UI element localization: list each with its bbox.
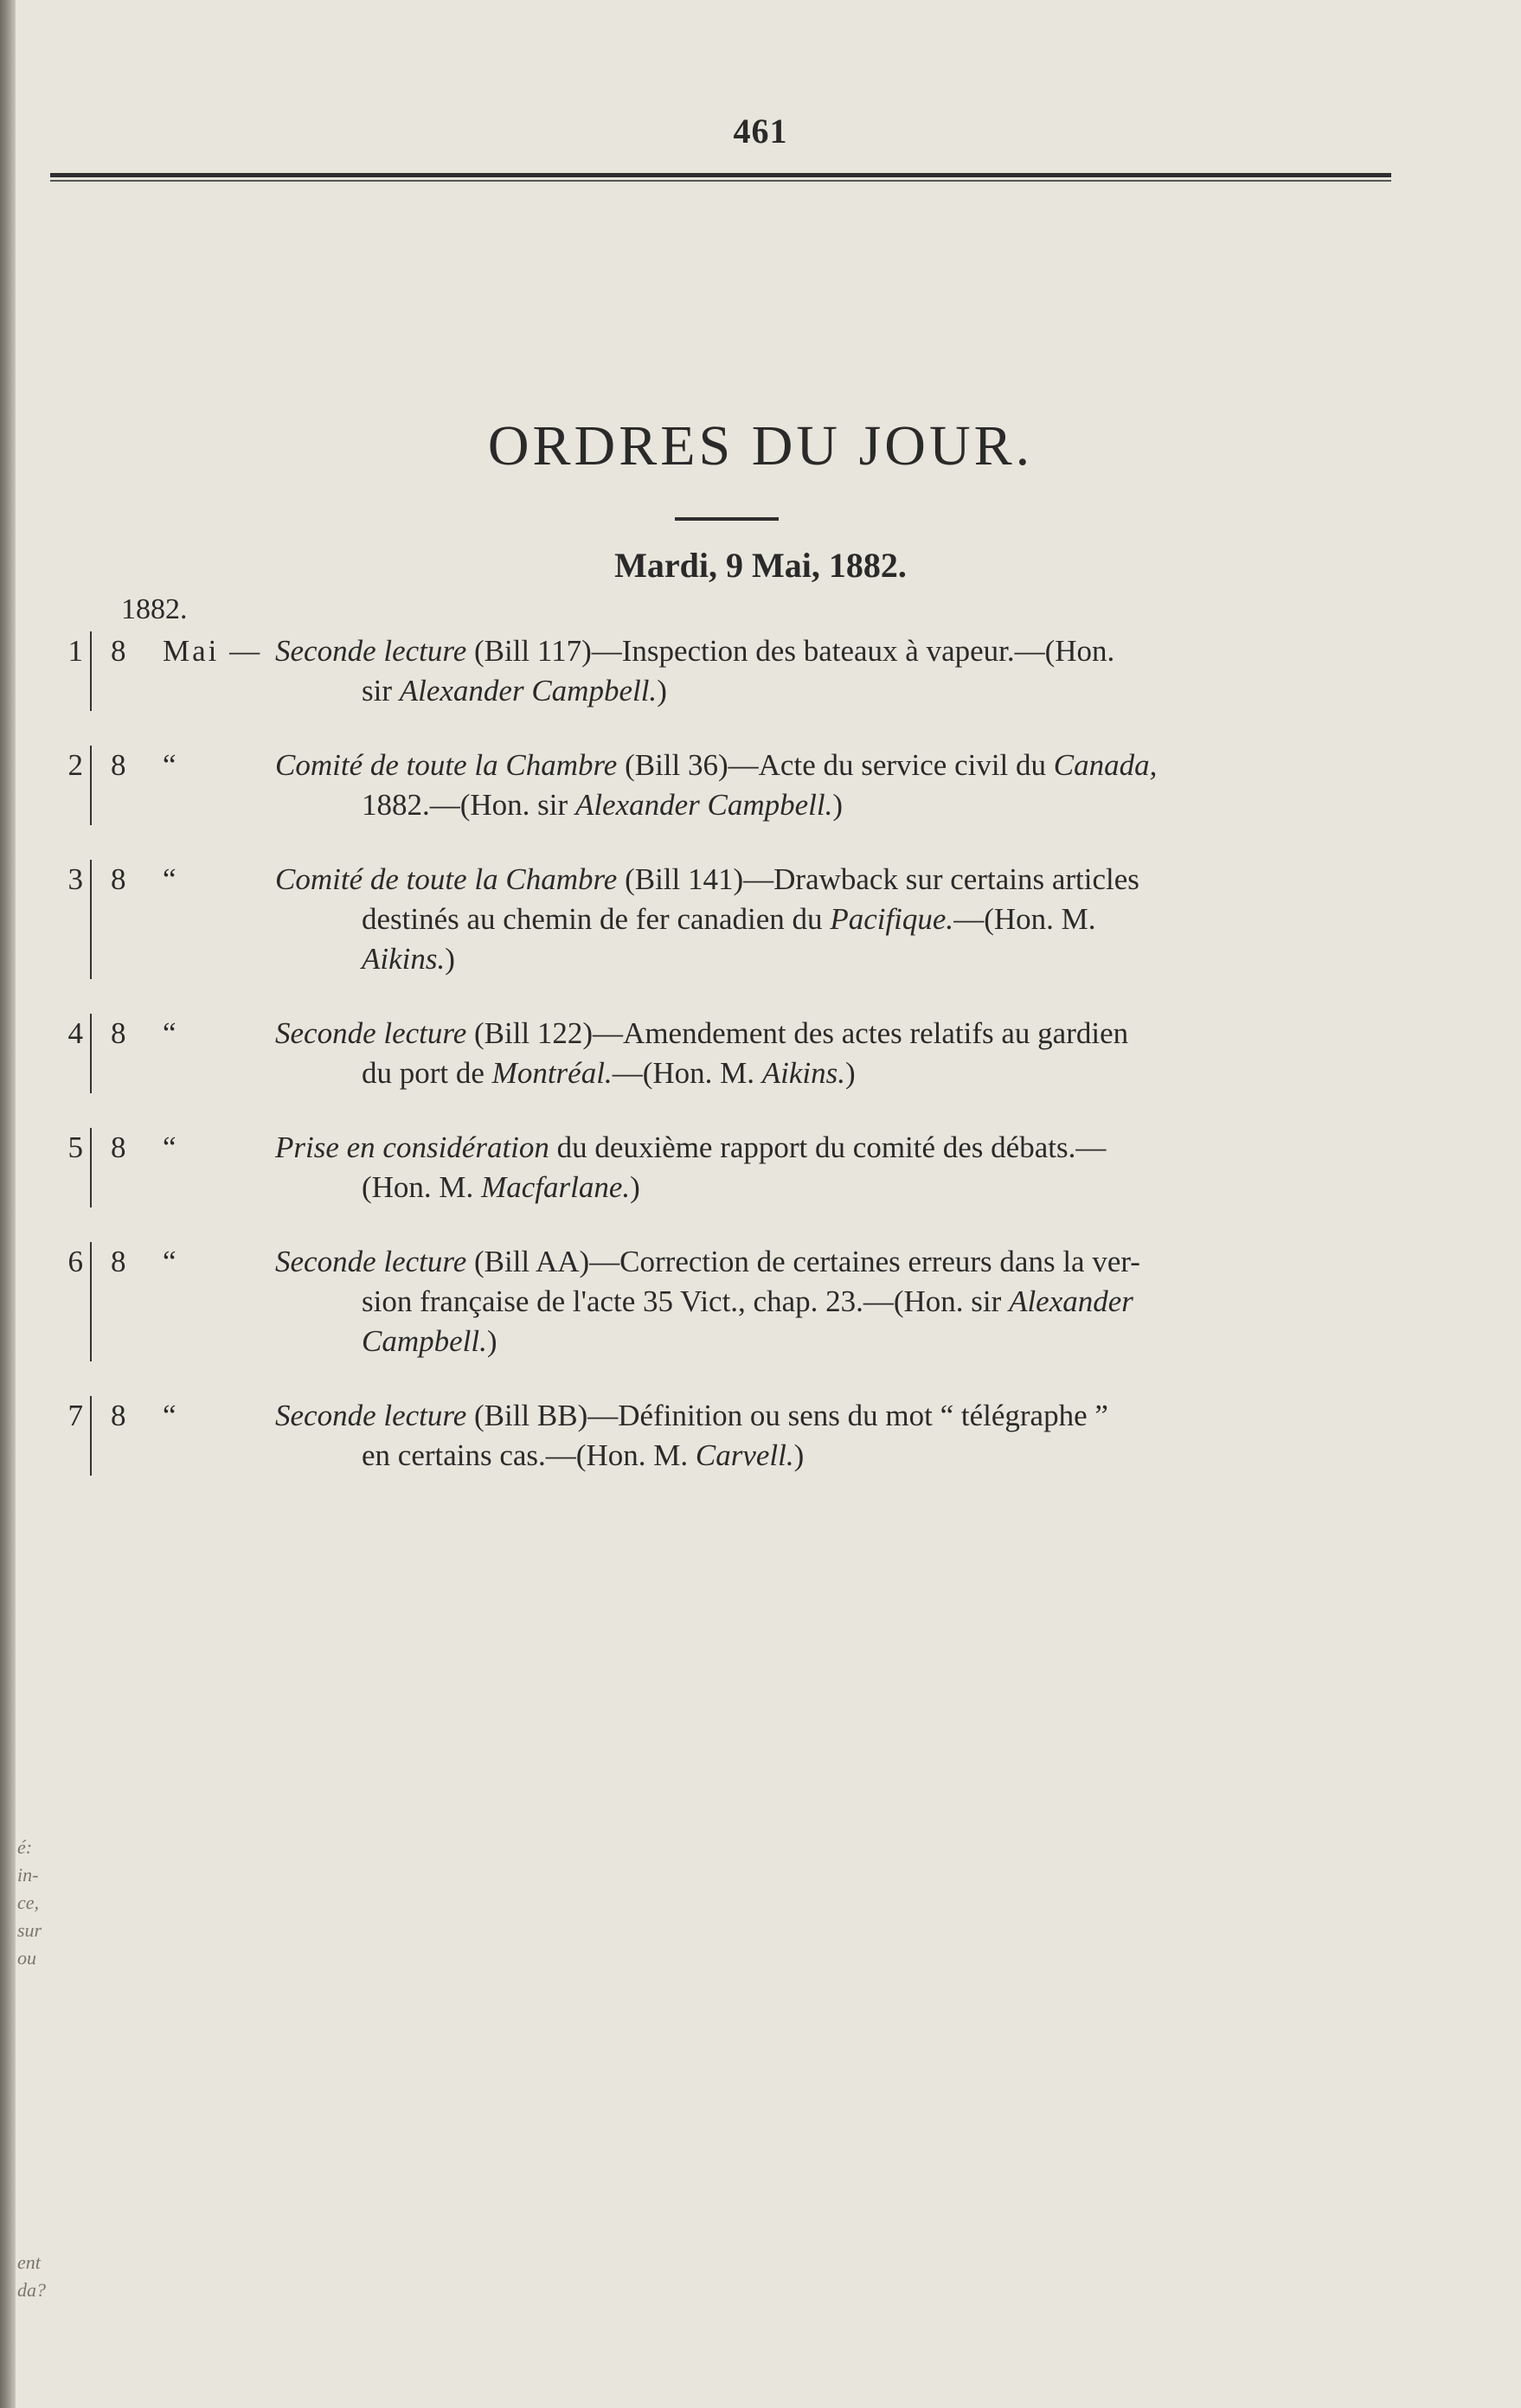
bleed-line: da? (17, 2279, 46, 2301)
entry-line: destinés au chemin de fer canadien du (362, 902, 831, 936)
entry-day: 8 (111, 634, 126, 668)
entry-number: 5 (52, 1128, 92, 1207)
entry-line: —(Hon. M. (612, 1056, 762, 1090)
entry-stage: Seconde lecture (275, 634, 467, 668)
entry-line: —(Hon. M. (953, 902, 1096, 936)
entry-sponsor: Aikins. (761, 1056, 845, 1090)
entry-line: ) (657, 674, 667, 708)
orders-list (52, 631, 1419, 1510)
entry-line: du port de (362, 1056, 492, 1090)
entry-line: sion française de l'acte 35 Vict., chap. 23.—(Hon. sir (362, 1284, 1010, 1318)
binding-edge (0, 0, 16, 2408)
entry-sponsor: Carvell. (695, 1438, 794, 1472)
entry-line: ) (630, 1170, 640, 1204)
entry-day: 8 (111, 1016, 126, 1050)
entry-month: Mai — (163, 634, 263, 668)
entry-line: ) (445, 942, 455, 976)
entry-line: Alexander (1009, 1284, 1133, 1318)
bleed-line: ent (17, 2251, 41, 2273)
order-entry (52, 1396, 1419, 1476)
entry-text (275, 1128, 1419, 1207)
entry-line: (Bill BB)—Définition ou sens du mot “ télégraphe ” (466, 1399, 1108, 1432)
entry-line: en certains cas.—(Hon. M. (362, 1438, 696, 1472)
bleed-through-text-2 (17, 2249, 46, 2304)
bleed-line: sur (17, 1919, 42, 1941)
order-entry (52, 1014, 1419, 1093)
entry-sponsor: Aikins. (362, 942, 446, 976)
entry-stage: Seconde lecture (275, 1016, 467, 1050)
entry-line: (Bill 117)—Inspection des bateaux à vapeur.—(Hon. (466, 634, 1115, 668)
entry-line: sir (362, 674, 400, 708)
entry-line: Montréal. (491, 1056, 613, 1090)
order-entry (52, 1242, 1419, 1361)
entry-day: 8 (111, 1245, 126, 1278)
entry-month: “ (163, 862, 179, 896)
entry-line: du deuxième rapport du comité des débats.— (549, 1130, 1107, 1164)
entry-text (275, 746, 1419, 825)
entry-stage: Prise en considération (275, 1130, 549, 1164)
order-entry (52, 631, 1419, 711)
entry-day: 8 (111, 748, 126, 782)
entry-line: ) (486, 1324, 497, 1358)
bleed-through-text (17, 1834, 43, 1972)
entry-stage: Seconde lecture (275, 1399, 467, 1432)
date-heading: Mardi, 9 Mai, 1882. (614, 546, 907, 585)
entry-day: 8 (111, 862, 126, 896)
entry-month: “ (163, 1016, 179, 1050)
entry-sponsor: Macfarlane. (481, 1170, 631, 1204)
entry-text (275, 1014, 1419, 1093)
entry-number: 6 (52, 1242, 92, 1361)
page-title: ORDRES DU JOUR. (487, 414, 1034, 477)
order-entry (52, 1128, 1419, 1207)
entry-number: 3 (52, 860, 92, 979)
entry-line: Canada, (1053, 748, 1158, 782)
title-rule (675, 517, 779, 521)
entry-month: “ (163, 1245, 179, 1278)
entry-sponsor: Campbell. (362, 1324, 487, 1358)
entry-number: 4 (52, 1014, 92, 1093)
entry-line: 1882.—(Hon. sir (362, 788, 575, 822)
entry-sponsor: Alexander Campbell. (399, 674, 658, 708)
entry-day: 8 (111, 1130, 126, 1164)
entry-stage: Comité de toute la Chambre (275, 748, 618, 782)
entry-stage: Seconde lecture (275, 1245, 467, 1278)
entry-month: “ (163, 1130, 179, 1164)
entry-line: (Bill 36)—Acte du service civil du (617, 748, 1054, 782)
entry-text (275, 1396, 1419, 1476)
entry-month: “ (163, 1399, 179, 1432)
entry-line: ) (832, 788, 844, 822)
entry-line: ) (793, 1438, 805, 1472)
entry-month: “ (163, 748, 179, 782)
entry-line: (Bill 141)—Drawback sur certains articles (617, 862, 1139, 896)
bleed-line: ou (17, 1947, 36, 1969)
bleed-line: in- (17, 1864, 39, 1886)
bleed-line: ce, (17, 1892, 40, 1913)
entry-number: 7 (52, 1396, 92, 1476)
page-number: 461 (733, 112, 788, 150)
entry-line: (Hon. M. (362, 1170, 482, 1204)
order-entry (52, 746, 1419, 825)
entry-line: Pacifique. (830, 902, 954, 936)
header-rule (50, 173, 1391, 182)
entry-stage: Comité de toute la Chambre (275, 862, 618, 896)
entry-text (275, 1242, 1419, 1361)
entry-day: 8 (111, 1399, 126, 1432)
entry-text (275, 860, 1419, 979)
entry-line: ) (844, 1056, 856, 1090)
entry-line: (Bill AA)—Correction de certaines erreurs dans la ver- (466, 1245, 1140, 1278)
order-entry (52, 860, 1419, 979)
entry-text (275, 631, 1419, 711)
entry-sponsor: Alexander Campbell. (574, 788, 833, 822)
bleed-line: é: (17, 1836, 33, 1858)
year-label: 1882. (121, 593, 188, 625)
entry-number: 2 (52, 746, 92, 825)
entry-line: (Bill 122)—Amendement des actes relatifs au gardien (466, 1016, 1129, 1050)
entry-number: 1 (52, 631, 92, 711)
